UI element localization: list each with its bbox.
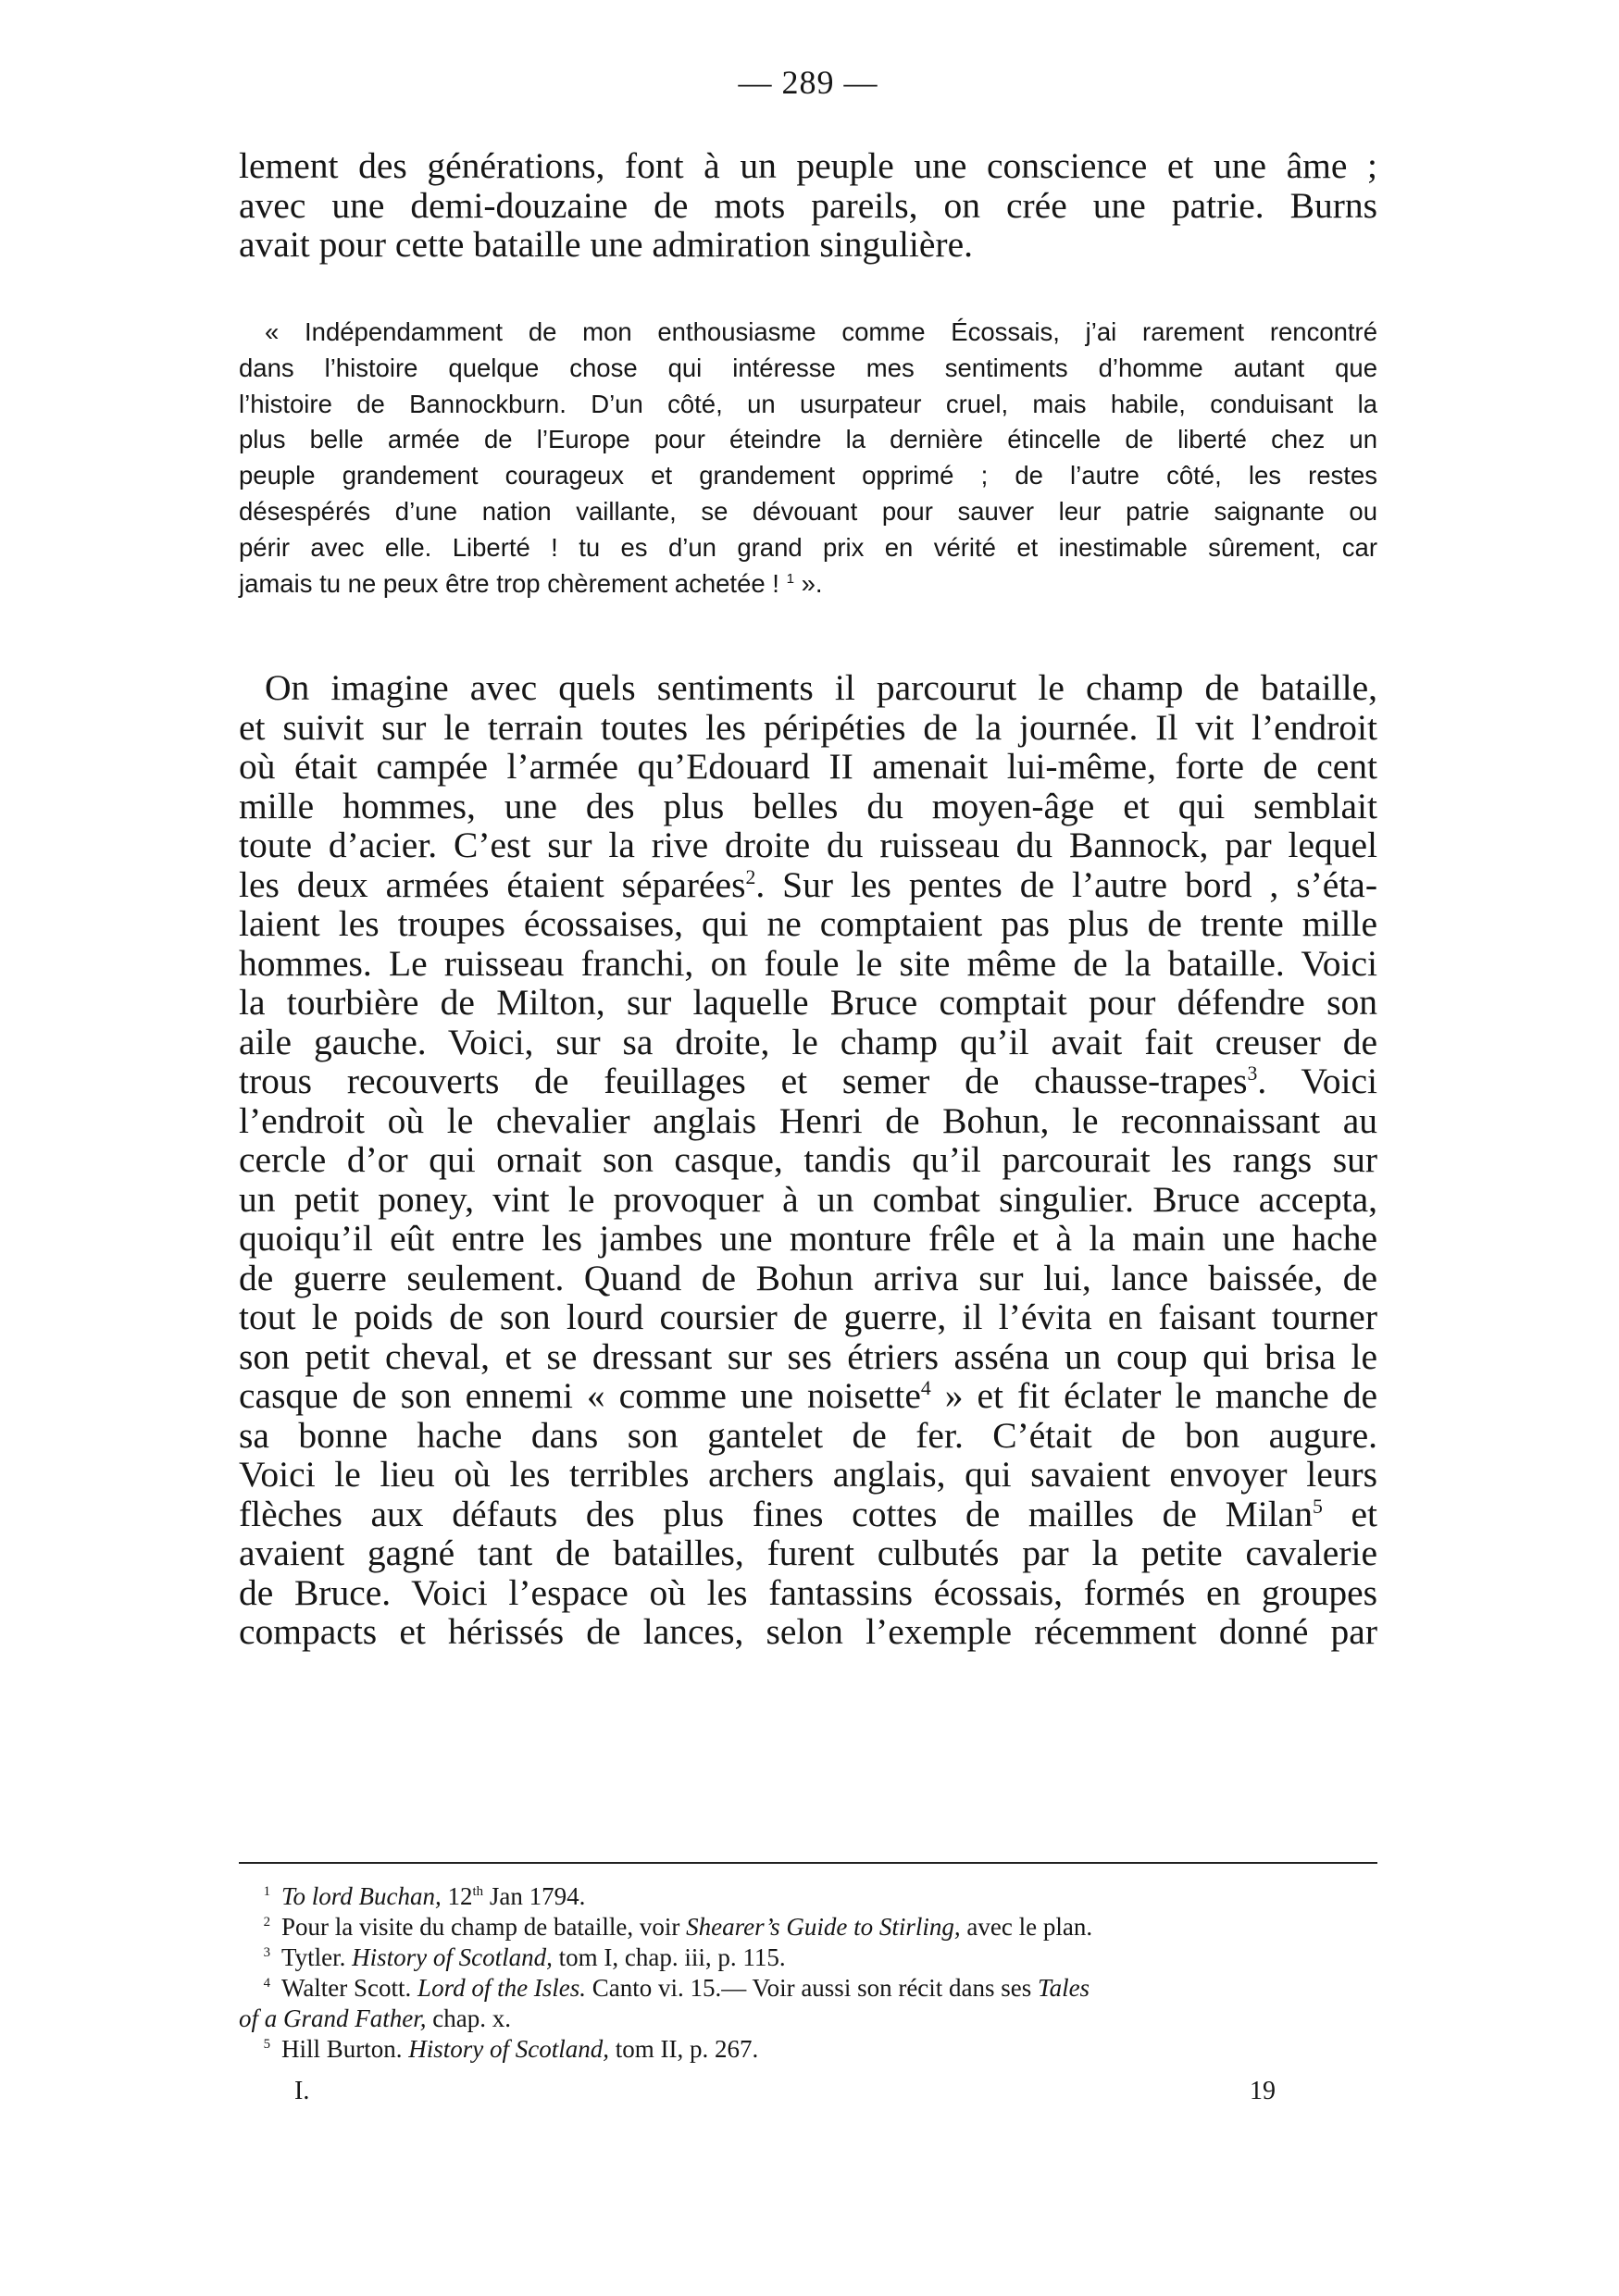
footnote-mark: 5 xyxy=(263,2037,270,2052)
text-line: mille hommes, une des plus belles du moyen-âge et qui semblait xyxy=(239,785,1377,826)
block-quote xyxy=(239,315,1377,602)
text-segment: flèches aux défauts des plus fines cottes de mailles de Milan xyxy=(239,1493,1313,1534)
text-line: Voici le lieu où les terribles archers anglais, qui savaient envoyer leurs xyxy=(239,1454,1377,1495)
quote-line: dans l’histoire quelque chose qui intéresse mes sentiments d’homme autant que xyxy=(239,353,1377,382)
footnote-title: of a Grand Father, xyxy=(239,2004,427,2032)
text-line: toute d’acier. C’est sur la rive droite du ruisseau du Bannock, par lequel xyxy=(239,825,1377,865)
text-segment: . Sur les pentes de l’autre bord , s’éta- xyxy=(755,863,1377,905)
text-line: On imagine avec quels sentiments il parcourut le champ de bataille, xyxy=(265,667,1377,708)
footnote-text: Tytler. xyxy=(281,1943,353,1971)
text-line: son petit cheval, et se dressant sur ses étriers asséna un coup qui brisa le xyxy=(239,1335,1377,1377)
footnote-5 xyxy=(239,2034,1377,2065)
text-line: tout le poids de son lourd coursier de guerre, il l’évita en faisant tourner xyxy=(239,1297,1377,1337)
text-line: cercle d’or qui ornait son casque, tandis qu’il parcourait les rangs sur xyxy=(239,1139,1377,1180)
text-line: avait pour cette bataille une admiration singulière. xyxy=(239,224,973,265)
footnote-text: Walter Scott. xyxy=(281,1974,418,2002)
text-segment: casque de son ennemi « comme une noisette xyxy=(239,1375,921,1416)
text-line: la tourbière de Milton, sur laquelle Bruce comptait pour défendre son xyxy=(239,982,1377,1023)
text-line: avec une demi-douzaine de mots pareils, on crée une patrie. Burns xyxy=(239,184,1377,226)
footnote-3 xyxy=(239,1942,1377,1973)
signature-mark: I. xyxy=(294,2077,310,2105)
quote-line: désespérés d’une nation vaillante, se dévouant pour sauver leur patrie saignante ou xyxy=(239,496,1377,526)
sheet-number: 19 xyxy=(1250,2077,1276,2105)
quote-close: ». xyxy=(794,568,823,598)
footnote-4 xyxy=(239,1973,1377,2004)
quote-line: l’histoire de Bannockburn. D’un côté, un usurpateur cruel, mais habile, conduisant la xyxy=(239,389,1377,418)
footnote-title: Lord of the Isles. xyxy=(417,1974,587,2002)
quote-line-last xyxy=(239,566,1377,602)
footnote-ordinal: th xyxy=(472,1884,484,1899)
quote-line: plus belle armée de l’Europe pour éteindre la dernière étincelle de liberté chez un xyxy=(239,425,1377,454)
text-segment: . Voici xyxy=(1257,1061,1377,1101)
page-number: — 289 — xyxy=(738,64,878,101)
text-line xyxy=(239,865,1377,905)
text-line: lement des générations, font à un peuple une conscience et une âme ; xyxy=(239,145,1377,186)
quote-text: jamais tu ne peux être trop chèrement achetée ! xyxy=(239,568,787,598)
text-line: laient les troupes écossaises, qui ne comptaient pas plus de trente mille xyxy=(239,903,1377,944)
footnote-text: Canto vi. 15.— Voir aussi son récit dans ses xyxy=(586,1974,1039,2002)
text-line: de guerre seulement. Quand de Bohun arriva sur lui, lance baissée, de xyxy=(239,1257,1377,1298)
footnote-divider xyxy=(239,1862,1377,1864)
quote-line: « Indépendamment de mon enthousiasme comme Écossais, j’ai rarement rencontré xyxy=(265,317,1377,346)
footnote-text: Jan 1794. xyxy=(483,1882,586,1910)
text-line: compacts et hérissés de lances, selon l’exemple récemment donné par xyxy=(239,1611,1377,1652)
text-line xyxy=(239,1376,1377,1416)
text-line: de Bruce. Voici l’espace où les fantassins écossais, formés en groupes xyxy=(239,1571,1377,1613)
footnote-ref: 3 xyxy=(1247,1061,1258,1085)
text-line: où était campée l’armée qu’Edouard II amenait lui-même, forte de cent xyxy=(239,746,1377,787)
footnote-ref: 2 xyxy=(745,865,756,888)
footnote-2 xyxy=(239,1912,1377,1942)
footnote-text: chap. x. xyxy=(426,2004,511,2032)
footnote-text: tom I, chap. iii, p. 115. xyxy=(552,1943,786,1971)
text-segment: » et fit éclater le manche de xyxy=(930,1375,1377,1416)
text-line: l’endroit où le chevalier anglais Henri de Bohun, le reconnaissant au xyxy=(239,1099,1377,1141)
text-line: aile gauche. Voici, sur sa droite, le champ qu’il avait fait creuser de xyxy=(239,1021,1377,1062)
footnote-mark: 2 xyxy=(263,1915,270,1930)
footnote-mark: 1 xyxy=(263,1884,270,1899)
text-line: avaient gagné tant de batailles, furent culbutés par la petite cavalerie xyxy=(239,1533,1377,1573)
text-segment: les deux armées étaient séparées xyxy=(239,863,746,905)
book-page xyxy=(239,0,1377,2296)
footnote-1 xyxy=(239,1881,1377,1912)
footnote-ref: 5 xyxy=(1312,1495,1323,1518)
footnote-text: Pour la visite du champ de bataille, voir xyxy=(281,1913,687,1941)
footnote-text: avec le plan. xyxy=(960,1913,1093,1941)
paragraph-battlefield xyxy=(239,668,1377,1652)
footnote-title: History of Scotland, xyxy=(352,1943,553,1971)
text-line: quoiqu’il eût entre les jambes une monture frêle et à la main une hache xyxy=(239,1218,1377,1259)
footnotes xyxy=(239,1881,1377,2065)
paragraph-opening xyxy=(239,146,1377,265)
text-line: un petit poney, vint le provoquer à un combat singulier. Bruce accepta, xyxy=(239,1178,1377,1220)
text-line xyxy=(239,1061,1377,1101)
footnote-title: History of Scotland, xyxy=(408,2035,610,2063)
text-line: et suivit sur le terrain toutes les péripéties de la journée. Il vit l’endroit xyxy=(239,706,1377,748)
footnote-mark: 3 xyxy=(263,1945,270,1960)
footnote-mark: 4 xyxy=(263,1976,270,1991)
text-line: hommes. Le ruisseau franchi, on foule le site même de la bataille. Voici xyxy=(239,942,1377,984)
text-line: sa bonne hache dans son gantelet de fer. C’était de bon augure. xyxy=(239,1414,1377,1456)
footnote-ref: 4 xyxy=(920,1376,931,1399)
quote-line: périr avec elle. Liberté ! tu es d’un grand prix en vérité et inestimable sûrement, car xyxy=(239,532,1377,562)
footnote-text: 12 xyxy=(441,1882,473,1910)
text-segment: trous recouverts de feuillages et semer de chausse-trapes xyxy=(239,1061,1248,1101)
text-line xyxy=(239,1495,1377,1534)
footnote-4-continued xyxy=(239,2004,1377,2034)
footnote-text: Hill Burton. xyxy=(281,2035,409,2063)
footnote-title: To lord Buchan, xyxy=(281,1882,442,1910)
footnote-text: tom II, p. 267. xyxy=(609,2035,759,2063)
quote-line: peuple grandement courageux et grandement opprimé ; de l’autre côté, les restes xyxy=(239,461,1377,490)
text-segment: et xyxy=(1322,1493,1377,1534)
footnote-title: Shearer’s Guide to Stirling, xyxy=(686,1913,961,1941)
footnote-title: Tales xyxy=(1038,1974,1090,2002)
footnote-ref: 1 xyxy=(786,570,794,587)
